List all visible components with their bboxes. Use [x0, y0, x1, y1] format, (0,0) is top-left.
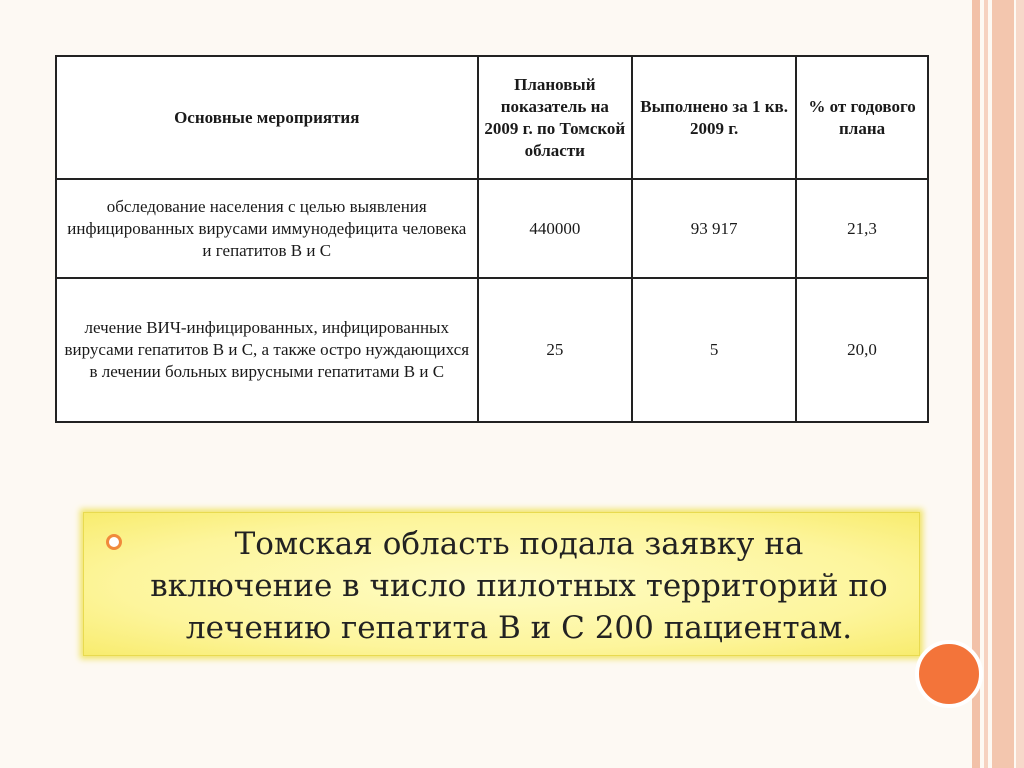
cell-done: 5 — [632, 278, 796, 422]
note-text: Томская область подала заявку на включение в число пилотных территорий по лечению гепатита В и С 200 пациентам. — [150, 526, 888, 646]
table-header-row — [56, 56, 928, 179]
decor-stripe — [992, 0, 1014, 768]
table-row — [56, 179, 928, 278]
highlight-note — [83, 512, 920, 656]
header-percent: % от годового плана — [796, 56, 928, 179]
cell-percent: 21,3 — [796, 179, 928, 278]
decor-orange-circle — [915, 640, 983, 708]
header-done: Выполнено за 1 кв. 2009 г. — [632, 56, 796, 179]
decor-stripe — [1016, 0, 1024, 768]
cell-percent: 20,0 — [796, 278, 928, 422]
cell-activity: лечение ВИЧ-инфицированных, инфицированных вирусами гепатитов В и С, а также остро нуждающихся в лечении больных вирусными гепатитами В и С — [56, 278, 478, 422]
cell-plan: 440000 — [478, 179, 633, 278]
header-plan: Плановый показатель на 2009 г. по Томской области — [478, 56, 633, 179]
table-row — [56, 278, 928, 422]
data-table — [55, 55, 929, 423]
cell-done: 93 917 — [632, 179, 796, 278]
header-activities: Основные мероприятия — [56, 56, 478, 179]
cell-activity: обследование населения с целью выявления инфицированных вирусами иммунодефицита человека и гепатитов В и С — [56, 179, 478, 278]
cell-plan: 25 — [478, 278, 633, 422]
decor-stripe — [984, 0, 988, 768]
bullet-circle-icon — [106, 534, 122, 550]
